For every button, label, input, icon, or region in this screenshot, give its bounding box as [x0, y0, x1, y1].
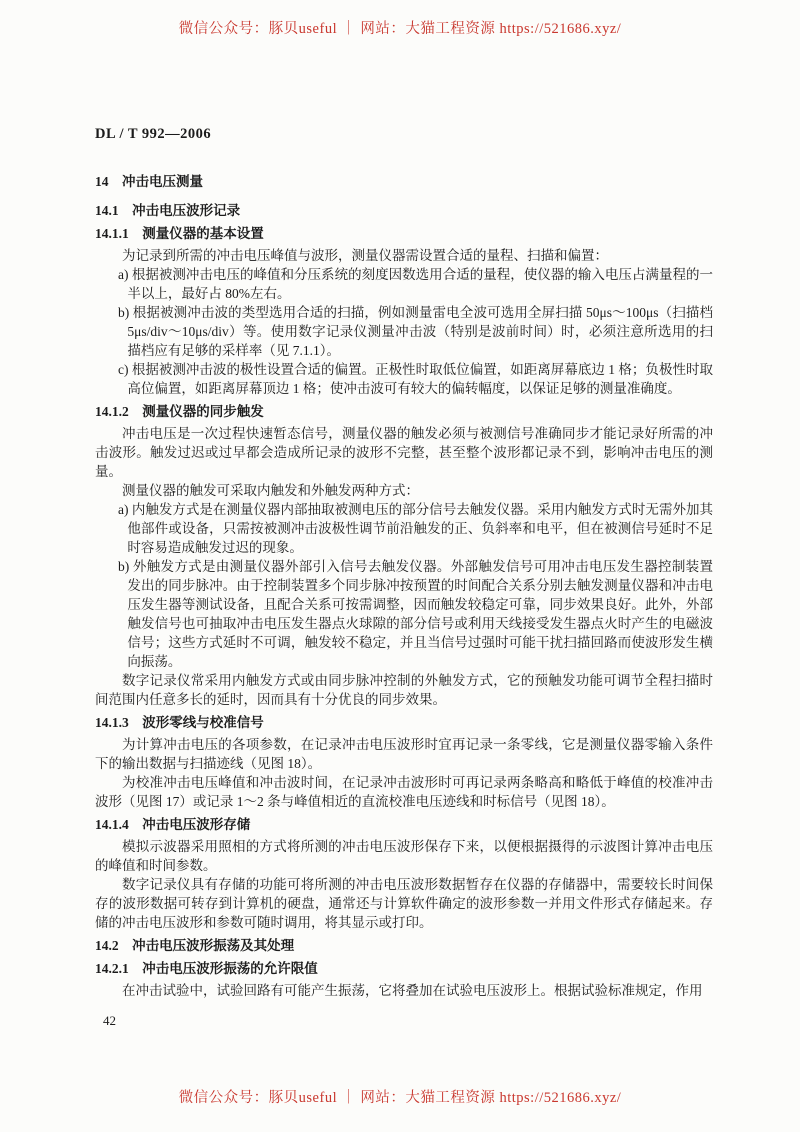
- list-item-c: c) 根据被测冲击波的极性设置合适的偏置。正极性时取低位偏置，如距离屏幕底边 1 格；负极性时取高位偏置，如距离屏幕顶边 1 格；使冲击波可有较大的偏转幅度，以保证足够的测量准确度。: [117, 362, 713, 396]
- heading-14: 14 冲击电压测量: [95, 174, 203, 189]
- paragraph: 为记录到所需的冲击电压峰值与波形，测量仪器需设置合适的量程、扫描和偏置：: [122, 248, 608, 263]
- paragraph: 在冲击试验中，试验回路有可能产生振荡，它将叠加在试验电压波形上。根据试验标准规定，作用: [122, 983, 703, 998]
- watermark-bottom: 微信公众号：豚贝useful ｜ 网站：大猫工程资源 https://521686.xyz/: [178, 1090, 622, 1106]
- paragraph: 冲击电压是一次过程快速暂态信号，测量仪器的触发必须与被测信号准确同步才能记录好所需的冲击波形。触发过迟或过早都会造成所记录的波形不完整，甚至整个波形都记录不到，影响冲击电压的测量。: [95, 426, 713, 479]
- heading-14-2-1: 14.2.1 冲击电压波形振荡的允许限值: [95, 961, 318, 976]
- page-number: 42: [103, 1013, 116, 1028]
- list-item-b: b) 外触发方式是由测量仪器外部引入信号去触发仪器。外部触发信号可用冲击电压发生器控制装置发出的同步脉冲。由于控制装置多个同步脉冲按预置的时间配合关系分别去触发测量仪器和冲击电压发生器等测试设备，且配合关系可按需调整，因而触发较稳定可靠，同步效果良好。此外，外部触发信号也可抽取冲击电压发生器点火球隙的部分信号或利用天线接受发生器点火时产生的电磁波信号；这些方式延时不可调，触发较不稳定，并且当信号过强时可能干扰扫描回路而使波形发生横向振荡。: [117, 559, 713, 669]
- standard-number: DL / T 992—2006: [95, 126, 212, 142]
- heading-14-1: 14.1 冲击电压波形记录: [95, 203, 241, 218]
- paragraph: 测量仪器的触发可采取内触发和外触发两种方式：: [122, 483, 419, 498]
- paragraph: 数字记录仪具有存储的功能可将所测的冲击电压波形数据暂存在仪器的存储器中，需要较长时间保存的波形数据可转存到计算机的硬盘，通常还与计算软件确定的波形参数一并用文件形式存储起来。存储的冲击电压波形和参数可随时调用，将其显示或打印。: [95, 877, 713, 930]
- paragraph: 为校准冲击电压峰值和冲击波时间，在记录冲击波形时可再记录两条略高和略低于峰值的校准冲击波形（见图 17）或记录 1～2 条与峰值相近的直流校准电压迹线和时标信号（见图 18）。: [95, 775, 713, 809]
- paragraph: 为计算冲击电压的各项参数，在记录冲击电压波形时宜再记录一条零线，它是测量仪器零输入条件下的输出数据与扫描迹线（见图 18）。: [95, 737, 713, 771]
- paragraph: 数字记录仪常采用内触发方式或由同步脉冲控制的外触发方式，它的预触发功能可调节全程扫描时间范围内任意多长的延时，因而具有十分优良的同步效果。: [95, 673, 713, 707]
- list-item-b: b) 根据被测冲击波的类型选用合适的扫描，例如测量雷电全波可选用全屏扫描 50μs～100μs（扫描档 5μs/div～10μs/div）等。使用数字记录仪测量冲击波（特别是波前时间）时，必须注意所选用的扫描档应有足够的采样率（见 7.1.1）。: [117, 305, 713, 358]
- heading-14-1-2: 14.1.2 测量仪器的同步触发: [95, 404, 264, 419]
- paragraph: 模拟示波器采用照相的方式将所测的冲击电压波形保存下来，以便根据摄得的示波图计算冲击电压的峰值和时间参数。: [95, 839, 713, 873]
- heading-14-1-3: 14.1.3 波形零线与校准信号: [95, 715, 264, 730]
- list-item-a: a) 内触发方式是在测量仪器内部抽取被测电压的部分信号去触发仪器。采用内触发方式时无需外加其他部件或设备，只需按被测冲击波极性调节前沿触发的正、负斜率和电平，但在被测信号延时不足时容易造成触发过迟的现象。: [117, 502, 713, 555]
- heading-14-2: 14.2 冲击电压波形振荡及其处理: [95, 938, 295, 953]
- heading-14-1-4: 14.1.4 冲击电压波形存储: [95, 817, 251, 832]
- list-item-a: a) 根据被测冲击电压的峰值和分压系统的刻度因数选用合适的量程，使仪器的输入电压占满量程的一半以上，最好占 80%左右。: [117, 267, 713, 301]
- watermark-top: 微信公众号：豚贝useful ｜ 网站：大猫工程资源 https://521686.xyz/: [178, 21, 622, 37]
- page-content: [95, 166, 713, 1000]
- heading-14-1-1: 14.1.1 测量仪器的基本设置: [95, 226, 264, 241]
